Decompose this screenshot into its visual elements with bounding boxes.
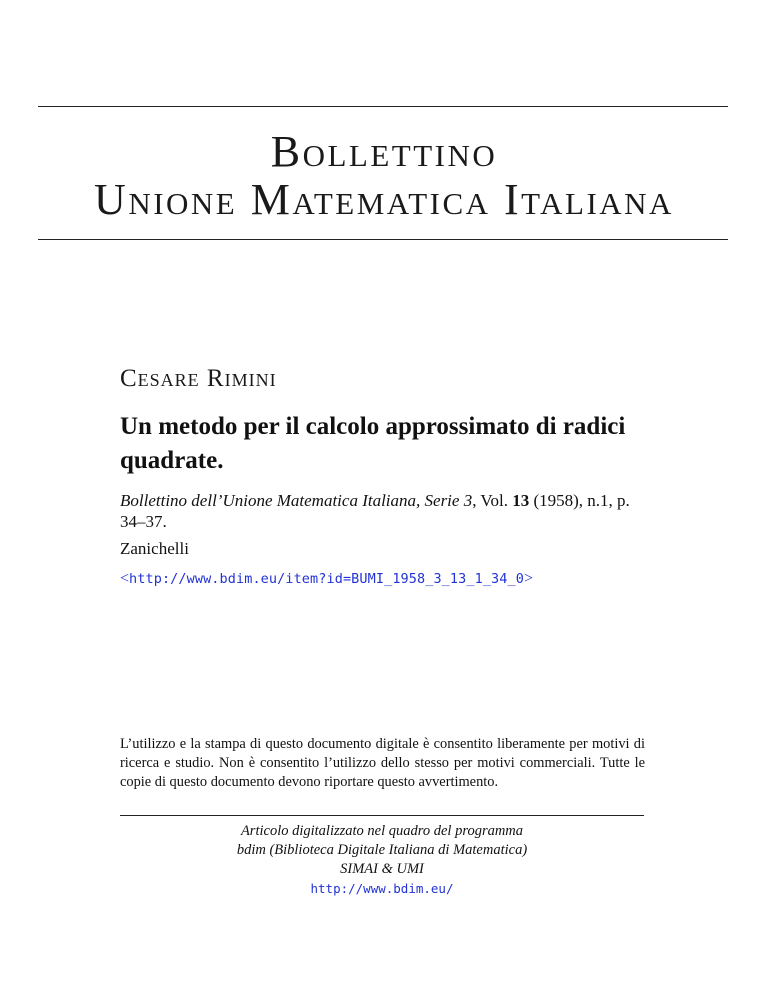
journal-name-line1: Bollettino <box>270 127 498 176</box>
footer-link[interactable]: http://www.bdim.eu/ <box>310 881 454 896</box>
article-link-line <box>120 570 533 588</box>
citation <box>120 490 640 532</box>
publisher: Zanichelli <box>120 539 189 558</box>
header-bottom-rule <box>38 239 728 240</box>
article-author: Cesare Rimini <box>120 365 277 392</box>
copyright-notice: L’utilizzo e la stampa di questo documento digitale è consentito liberamente per motivi di ricerca e studio. Non è consentito l’utilizzo dello stesso per motivi commerciali. Tutte le copie di questo documento devono riportare questo avvertimento. <box>120 736 645 790</box>
footer <box>120 822 644 899</box>
citation-journal: Bollettino dell’Unione Matematica Italiana, Serie 3 <box>120 491 473 510</box>
journal-name <box>0 128 768 224</box>
link-open-bracket: < <box>120 570 130 587</box>
footer-rule <box>120 815 644 816</box>
journal-name-line2: Unione Matematica Italiana <box>94 175 674 224</box>
footer-line3: SIMAI & UMI <box>340 861 424 877</box>
article-link[interactable]: http://www.bdim.eu/item?id=BUMI_1958_3_13_1_34_0 <box>129 571 524 587</box>
footer-line2: bdim (Biblioteca Digitale Italiana di Matematica) <box>236 842 528 858</box>
citation-vol-label: , Vol. <box>472 491 513 510</box>
citation-details: (1958), n.1, p. 34–37. <box>120 491 630 531</box>
header-top-rule <box>38 106 728 107</box>
citation-volume: 13 <box>512 491 530 510</box>
link-close-bracket: > <box>523 570 533 587</box>
article-title: Un metodo per il calcolo approssimato di radici quadrate. <box>120 413 626 474</box>
footer-line1: Articolo digitalizzato nel quadro del programma <box>240 823 524 839</box>
